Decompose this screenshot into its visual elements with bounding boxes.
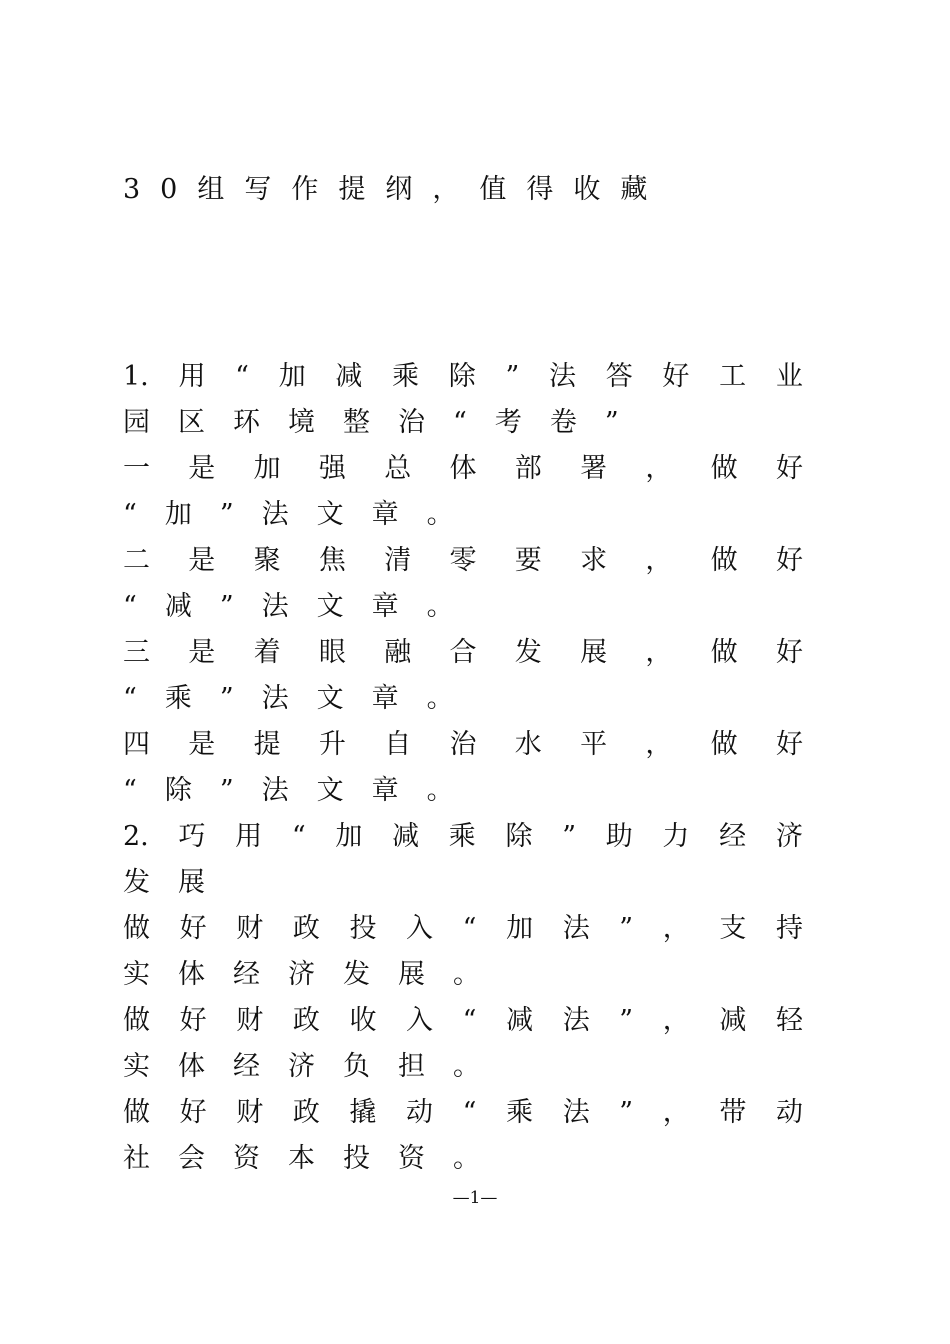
document-glyph: 资: [233, 1143, 260, 1174]
document-glyph: ”: [219, 499, 234, 530]
document-glyph: 做: [710, 729, 738, 760]
document-glyph: 做: [123, 913, 150, 944]
document-glyph: 财: [236, 913, 264, 944]
document-title: 30组写作提纲，值得收藏: [123, 174, 668, 205]
document-glyph: 会: [178, 1143, 205, 1174]
document-glyph: 治: [398, 407, 425, 438]
document-glyph: 。: [426, 775, 454, 806]
document-glyph: 四: [123, 729, 150, 760]
document-glyph: 焦: [318, 545, 346, 576]
document-glyph: 体: [178, 959, 205, 990]
document-glyph: 体: [178, 1051, 205, 1082]
document-glyph: “: [123, 775, 137, 806]
document-glyph: 政: [292, 1097, 320, 1128]
document-glyph: 法: [261, 591, 289, 622]
document-glyph: 提: [253, 729, 281, 760]
document-glyph: 园: [123, 407, 150, 438]
document-glyph: “: [291, 821, 306, 852]
document-glyph: 工: [719, 361, 747, 392]
document-glyph: ”: [219, 591, 234, 622]
document-glyph: 考: [494, 407, 522, 438]
document-line: [123, 584, 803, 630]
document-glyph: 三: [123, 637, 150, 668]
document-glyph: 带: [719, 1097, 747, 1128]
document-glyph: ，: [662, 1005, 690, 1036]
document-glyph: 展: [178, 867, 205, 898]
document-glyph: 好: [775, 545, 803, 576]
document-glyph: 文: [316, 683, 344, 714]
document-glyph: 文: [316, 591, 344, 622]
document-glyph: 担: [398, 1051, 425, 1082]
document-glyph: 文: [316, 775, 344, 806]
document-glyph: 发: [343, 959, 370, 990]
document-glyph: 章: [371, 591, 399, 622]
document-glyph: 经: [233, 1051, 260, 1082]
document-glyph: 减: [164, 591, 192, 622]
document-glyph: 加: [335, 821, 363, 852]
document-glyph: ，: [645, 453, 673, 484]
document-glyph: 支: [719, 913, 747, 944]
document-glyph: ，: [662, 913, 690, 944]
document-glyph: 乘: [392, 361, 420, 392]
document-glyph: 文: [316, 499, 344, 530]
document-glyph: 。: [453, 1051, 480, 1082]
document-glyph: 撬: [349, 1097, 377, 1128]
document-glyph: 乘: [448, 821, 476, 852]
document-glyph: 合: [449, 637, 477, 668]
document-glyph: 。: [453, 959, 480, 990]
document-line: [123, 492, 803, 538]
document-glyph: 求: [580, 545, 608, 576]
document-line: [123, 1090, 803, 1136]
document-glyph: 眼: [318, 637, 346, 668]
document-glyph: 加: [253, 453, 281, 484]
document-glyph: 政: [292, 913, 320, 944]
document-glyph: 做: [123, 1005, 150, 1036]
document-glyph: “: [123, 683, 137, 714]
document-glyph: 财: [236, 1005, 264, 1036]
document-glyph: 法: [261, 683, 289, 714]
document-glyph: 助: [605, 821, 633, 852]
document-glyph: 经: [233, 959, 260, 990]
document-glyph: ”: [604, 407, 619, 438]
document-glyph: 济: [288, 959, 315, 990]
document-glyph: 做: [710, 453, 738, 484]
document-glyph: 除: [448, 361, 476, 392]
document-glyph: 署: [580, 453, 608, 484]
document-glyph: 。: [453, 1143, 480, 1174]
page-number: —1—: [452, 1188, 498, 1208]
document-glyph: 章: [371, 775, 399, 806]
document-glyph: “: [462, 1005, 477, 1036]
document-glyph: ”: [219, 775, 234, 806]
document-glyph: 二: [123, 545, 150, 576]
document-glyph: 法: [562, 1005, 590, 1036]
document-glyph: ，: [645, 729, 673, 760]
document-glyph: 实: [123, 959, 150, 990]
document-glyph: 法: [562, 913, 590, 944]
document-glyph: 实: [123, 1051, 150, 1082]
document-glyph: “: [123, 499, 137, 530]
document-glyph: ”: [619, 1005, 634, 1036]
document-glyph: 境: [288, 407, 315, 438]
document-glyph: 好: [179, 913, 207, 944]
document-glyph: 好: [662, 361, 690, 392]
document-glyph: 资: [398, 1143, 425, 1174]
document-glyph: 升: [318, 729, 346, 760]
document-glyph: 法: [562, 1097, 590, 1128]
document-glyph: 1.: [123, 361, 149, 392]
document-glyph: ”: [219, 683, 234, 714]
document-glyph: 加: [164, 499, 192, 530]
document-glyph: 一: [123, 453, 150, 484]
document-glyph: 乘: [164, 683, 192, 714]
document-glyph: “: [123, 591, 137, 622]
document-glyph: 章: [371, 683, 399, 714]
document-glyph: 力: [662, 821, 690, 852]
document-line: [123, 722, 803, 768]
document-glyph: 发: [514, 637, 542, 668]
document-glyph: 做: [710, 637, 738, 668]
document-glyph: 零: [449, 545, 477, 576]
document-glyph: 平: [580, 729, 608, 760]
document-glyph: 入: [406, 913, 434, 944]
document-glyph: 做: [710, 545, 738, 576]
document-glyph: 经: [719, 821, 747, 852]
document-glyph: 是: [188, 729, 216, 760]
document-glyph: 法: [261, 499, 289, 530]
document-glyph: ”: [619, 913, 634, 944]
document-line: [123, 676, 803, 722]
document-glyph: 水: [514, 729, 542, 760]
document-glyph: 财: [236, 1097, 264, 1128]
document-line: [123, 814, 803, 860]
document-glyph: 投: [349, 913, 377, 944]
document-glyph: 卷: [549, 407, 577, 438]
document-glyph: 。: [426, 683, 454, 714]
document-line: [123, 400, 803, 446]
document-glyph: ”: [562, 821, 577, 852]
document-glyph: “: [453, 407, 467, 438]
document-glyph: “: [462, 913, 477, 944]
document-glyph: 加: [506, 913, 534, 944]
document-glyph: “: [235, 361, 249, 392]
document-glyph: 用: [235, 821, 263, 852]
document-glyph: 强: [318, 453, 346, 484]
document-glyph: 好: [775, 453, 803, 484]
document-glyph: 负: [343, 1051, 370, 1082]
document-line: [123, 538, 803, 584]
document-glyph: 治: [449, 729, 477, 760]
document-glyph: 好: [775, 637, 803, 668]
document-glyph: 投: [343, 1143, 370, 1174]
document-glyph: 自: [384, 729, 412, 760]
document-glyph: 用: [178, 361, 206, 392]
document-glyph: 是: [188, 453, 216, 484]
document-glyph: 清: [384, 545, 412, 576]
document-glyph: 减: [719, 1005, 747, 1036]
document-glyph: 政: [292, 1005, 320, 1036]
document-glyph: 着: [253, 637, 281, 668]
document-glyph: 是: [188, 637, 216, 668]
document-glyph: 展: [398, 959, 425, 990]
document-glyph: 环: [233, 407, 260, 438]
document-glyph: 巧: [178, 821, 206, 852]
document-line: [123, 768, 803, 814]
document-glyph: 体: [449, 453, 477, 484]
document-glyph: 答: [605, 361, 633, 392]
document-line: [123, 354, 803, 400]
document-glyph: ”: [619, 1097, 634, 1128]
document-glyph: 区: [178, 407, 205, 438]
document-glyph: 社: [123, 1143, 150, 1174]
document-glyph: 要: [514, 545, 542, 576]
document-line: [123, 906, 803, 952]
document-glyph: 是: [188, 545, 216, 576]
document-glyph: 入: [406, 1005, 434, 1036]
document-line: [123, 860, 803, 906]
document-line: [123, 1136, 803, 1182]
document-glyph: 部: [514, 453, 542, 484]
document-glyph: 收: [349, 1005, 377, 1036]
document-glyph: 2.: [123, 821, 149, 852]
document-glyph: 。: [426, 499, 454, 530]
document-glyph: 持: [775, 913, 803, 944]
document-glyph: 好: [179, 1005, 207, 1036]
document-glyph: 发: [123, 867, 150, 898]
document-glyph: 章: [371, 499, 399, 530]
document-glyph: 动: [406, 1097, 434, 1128]
document-glyph: 济: [775, 821, 803, 852]
document-glyph: ”: [505, 361, 520, 392]
document-line: [123, 952, 803, 998]
document-glyph: 法: [261, 775, 289, 806]
document-glyph: 整: [343, 407, 370, 438]
document-line: [123, 1044, 803, 1090]
document-glyph: 总: [384, 453, 412, 484]
document-glyph: 本: [288, 1143, 315, 1174]
document-glyph: 业: [775, 361, 803, 392]
document-glyph: 做: [123, 1097, 150, 1128]
document-glyph: 好: [179, 1097, 207, 1128]
document-glyph: ，: [645, 637, 673, 668]
document-glyph: ，: [645, 545, 673, 576]
document-glyph: “: [462, 1097, 477, 1128]
document-line: [123, 630, 803, 676]
document-glyph: 减: [506, 1005, 534, 1036]
document-glyph: 乘: [506, 1097, 534, 1128]
document-glyph: 加: [278, 361, 306, 392]
document-glyph: 除: [505, 821, 533, 852]
document-glyph: 济: [288, 1051, 315, 1082]
document-glyph: 展: [580, 637, 608, 668]
document-line: [123, 998, 803, 1044]
document-line: [123, 446, 803, 492]
document-glyph: ，: [662, 1097, 690, 1128]
document-glyph: 。: [426, 591, 454, 622]
document-body: [123, 354, 803, 1182]
document-glyph: 除: [164, 775, 192, 806]
document-glyph: 轻: [775, 1005, 803, 1036]
document-glyph: 减: [335, 361, 363, 392]
document-glyph: 融: [384, 637, 412, 668]
document-glyph: 减: [392, 821, 420, 852]
document-glyph: 好: [775, 729, 803, 760]
document-glyph: 法: [549, 361, 577, 392]
document-glyph: 动: [775, 1097, 803, 1128]
document-glyph: 聚: [253, 545, 281, 576]
